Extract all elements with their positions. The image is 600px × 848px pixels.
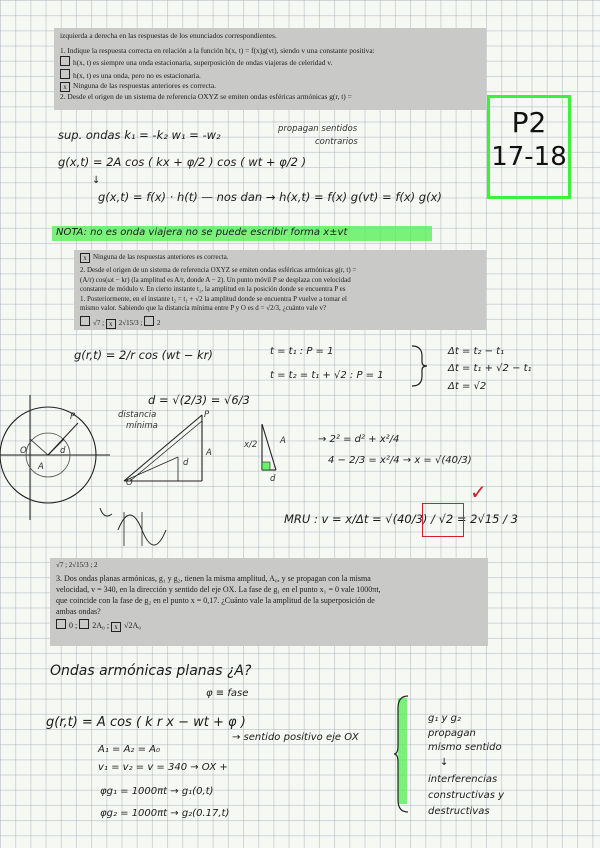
question-3-line-4: ambas ondas? (56, 607, 101, 616)
note-pythagoras: → 2² = d² + x²/4 (318, 434, 400, 445)
exam-clip-question-3 (50, 558, 488, 646)
brace-right (410, 344, 428, 388)
note-t1: t = t₁ : P = 1 (270, 346, 334, 357)
question-3-options: 0 ; 2A₀ ; x √2A₀ (56, 619, 482, 632)
note-section-title: Ondas armónicas planas ¿A? (50, 663, 252, 679)
question-2-line-2: (A/r) cos(ωt − kr) (la amplitud es A/r, donde A − 2). Un punto móvil P se desplaza con velocidad (80, 275, 351, 284)
note-mru: MRU : v = x/Δt = √(40/3) / √2 = 2√15 / 3 (284, 512, 518, 526)
note-r4: ↓ (440, 757, 449, 768)
note-dt-3: Δt = √2 (448, 381, 487, 392)
note-t2: t = t₂ = t₁ + √2 : P = 1 (270, 370, 384, 381)
note-g-spherical: g(r,t) = 2/r cos (wt − kr) (74, 348, 213, 362)
note-propagan: propagan sentidos (278, 124, 358, 134)
tag-line-1: P2 (511, 106, 547, 139)
checkbox (60, 56, 70, 66)
question-2-line-5: mismo valor. Sabiendo que la distancia mínima entre P y O es d = √2/3, ¿cuánto vale v? (80, 304, 327, 313)
checkbox-checked: x (111, 622, 121, 632)
tag-line-2: 17-18 (491, 142, 567, 172)
question-1-option-a: h(x, t) es siempre una onda estacionaria, superposición de ondas viajeras de celeridad v. (60, 56, 480, 69)
note-r3: mismo sentido (428, 742, 502, 753)
note-x-value: 4 − 2/3 = x²/4 → x = √(40/3) (328, 455, 472, 466)
note-phase-1: φg₁ = 1000πt → g₁(0,t) (100, 786, 214, 797)
checkbox-checked: x (106, 319, 116, 329)
note-distancia: distancia (118, 410, 157, 420)
checkbox (79, 619, 89, 629)
question-1-option-b: h(x, t) es una onda, pero no es estacionaria. (60, 69, 480, 82)
question-2-options: √7 ; x 2√15/3 ; 2 (80, 316, 480, 329)
note-contrarios: contrarios (315, 137, 358, 147)
note-r7: destructivas (428, 806, 490, 817)
note-r6: constructivas y (428, 790, 505, 801)
note-phase-2: φg₂ = 1000πt → g₂(0.17,t) (100, 808, 230, 819)
question-2-line-3: constante de módulo v. En cierto instante t₁, la amplitud en la posición donde se encuentra P es (80, 285, 346, 294)
tri2-label-d: d (270, 474, 276, 484)
option-a: 0 (69, 621, 73, 630)
question-2-line-1: 2. Desde el origen de un sistema de referencia OXYZ se emiten ondas esféricas armónicas g(r, t) = (80, 266, 357, 274)
exam-clip-question-1 (54, 28, 486, 110)
note-separable: g(x,t) = f(x) · h(t) — nos dan → h(x,t) = f(x) g(vt) = f(x) g(x) (98, 190, 442, 204)
question-1-text: 1. Indique la respuesta correcta en relación a la función h(x, t) = f(x)g(vt), siendo v una constante positiva: (60, 45, 375, 55)
clip3-top-line: √7 ; 2√15/3 ; 2 (56, 561, 98, 569)
checkbox (60, 69, 70, 79)
circle-label-p: P (70, 412, 76, 422)
clip2-top-line: x Ninguna de las respuestas anteriores es correcta. (80, 253, 480, 263)
note-dt-2: Δt = t₁ + √2 − t₁ (448, 363, 532, 374)
triangle-diagram-2 (258, 422, 298, 472)
note-dt-1: Δt = t₂ − t₁ (448, 346, 505, 357)
checkbox (144, 316, 154, 326)
circle-label-o: O (20, 446, 27, 456)
tri1-label-a: A (206, 448, 212, 458)
question-3-line-3: que coincide con la fase de g₂ en el punto x = 0,17. ¿Cuánto vale la amplitud de la superposición de (56, 596, 375, 605)
note-r1: g₁ y g₂ (428, 713, 461, 724)
note-superposition: sup. ondas k₁ = -k₂ w₁ = -w₂ (58, 128, 221, 142)
tri1-label-d: d (183, 458, 189, 468)
note-minima: mínima (126, 421, 158, 431)
note-g-equation: g(x,t) = 2A cos ( kx + φ/2 ) cos ( wt + φ/2 ) (58, 155, 307, 169)
clip1-bottom-line: 2. Desde el origen de un sistema de referencia OXYZ se emiten ondas esféricas armónicas g(r, t) = (60, 92, 352, 101)
tri1-label-p: P (204, 410, 210, 420)
note-d-value: d = √(2/3) = √6/3 (148, 393, 250, 407)
circle-label-d: d (60, 446, 66, 456)
exam-tag-stamp (487, 95, 571, 199)
tri2-label-x2: x/2 (244, 440, 258, 450)
note-nota: NOTA: no es onda viajera no se puede escribir forma x±vt (56, 227, 348, 238)
exam-clip-question-2 (74, 250, 486, 330)
option-b: 2√15/3 (118, 318, 139, 327)
checkbox (80, 316, 90, 326)
option-a: √7 (93, 318, 101, 327)
note-r2: propagan (428, 728, 476, 739)
note-velocities: v₁ = v₂ = v = 340 → OX + (98, 762, 228, 773)
checkbox-checked: x (80, 253, 90, 263)
note-sentido: → sentido positivo eje OX (232, 732, 359, 743)
question-2-line-4: 1. Posteriormente, en el instante t₂ = t₁ + √2 la amplitud donde se encuentra P vuelve a tomar el (80, 294, 347, 303)
circle-label-a: A (38, 462, 44, 472)
tri1-label-o: O (126, 478, 133, 488)
checkbox (56, 619, 66, 629)
question-1-option-c: x Ninguna de las respuestas anteriores es correcta. (60, 81, 480, 92)
note-r5: interferencias (428, 774, 498, 785)
brace-left (394, 694, 410, 814)
triangle-diagram-1 (120, 395, 220, 485)
note-down-arrow: ↓ (92, 175, 101, 186)
red-box-answer (422, 503, 464, 537)
question-3-line-1: 3. Dos ondas planas armónicas, g₁ y g₂, tienen la misma amplitud, A₀, y se propagan con la misma (56, 574, 371, 583)
checkbox-checked: x (60, 82, 70, 92)
option-b: 2A₀ (92, 621, 105, 630)
red-check-mark: ✓ (470, 480, 487, 504)
option-c: 2 (157, 318, 161, 327)
option-c: √2A₀ (124, 621, 142, 630)
note-amplitudes: A₁ = A₂ = A₀ (98, 744, 161, 755)
wave-sketch (100, 500, 180, 550)
clip1-top-line: izquierda a derecha en las respuestas de los enunciados correspondientes. (60, 31, 277, 40)
question-3-line-2: velocidad, v = 340, en la dirección y sentido del eje OX. La fase de g₁ en el punto x₁ = 0 vale 1000πt, (56, 585, 381, 594)
note-plane-wave-eq: g(r,t) = A cos ( k r x − wt + φ ) (46, 715, 246, 730)
note-fase: φ ≡ fase (206, 688, 249, 699)
tri2-label-a: A (280, 436, 286, 446)
